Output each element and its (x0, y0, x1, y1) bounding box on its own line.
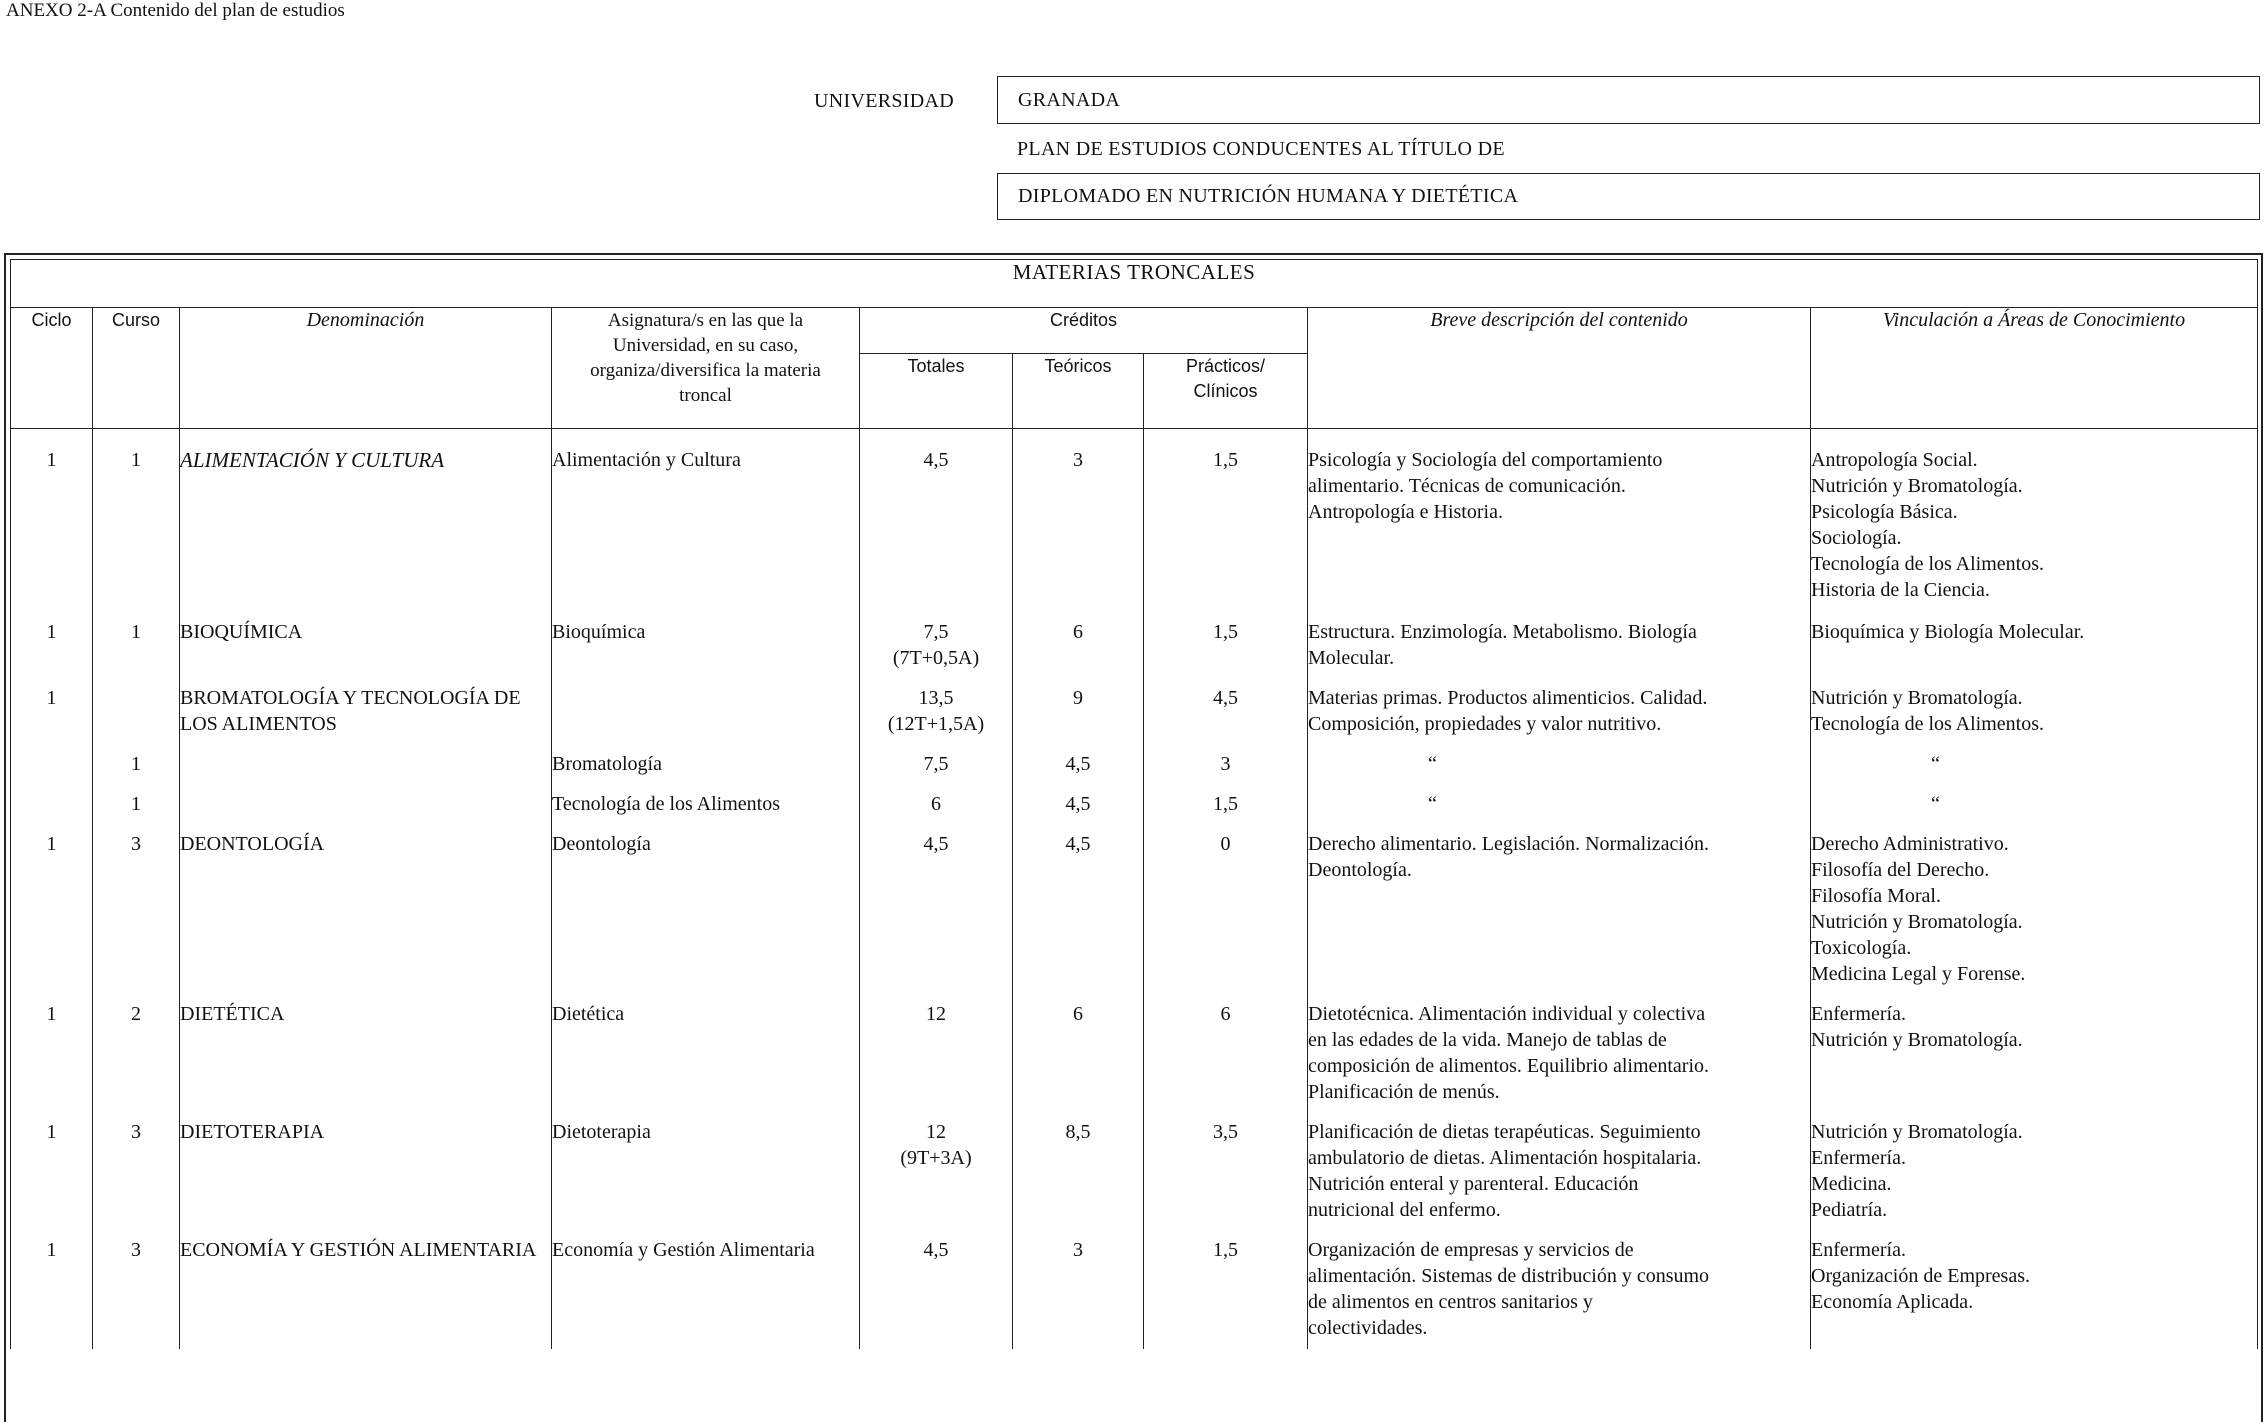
cell-descripcion-line: ambulatorio de dietas. Alimentación hospitalaria. (1308, 1147, 1702, 1169)
cell-teoricos: 9 (1013, 671, 1144, 737)
cell-totales-line: 4,5 (923, 1239, 949, 1261)
col-denominacion: Denominación (180, 308, 552, 429)
cell-descripcion-line: de alimentos en centros sanitarios y (1308, 1291, 1593, 1313)
cell-areas-line: Bioquímica y Biología Molecular. (1811, 621, 2085, 643)
materias-troncales-table (10, 259, 2258, 1349)
cell-areas (1811, 737, 2258, 777)
cell-curso: 1 (93, 777, 180, 817)
cell-descripcion (1308, 817, 1811, 987)
cell-denominacion: BROMATOLOGÍA Y TECNOLOGÍA DE LOS ALIMENTOS (180, 671, 552, 737)
cell-areas-line: Derecho Administrativo. (1811, 833, 2009, 855)
cell-areas (1811, 817, 2258, 987)
degree-field: DIPLOMADO EN NUTRICIÓN HUMANA Y DIETÉTICA (997, 173, 2260, 220)
cell-teoricos: 3 (1013, 429, 1144, 604)
table-row (11, 1105, 2258, 1223)
cell-totales (860, 671, 1013, 737)
cell-asignatura: Bromatología (552, 737, 860, 777)
cell-totales-line: (7T+0,5A) (892, 647, 980, 669)
cell-areas (1811, 1223, 2258, 1349)
cell-areas-line: Economía Aplicada. (1811, 1291, 1974, 1313)
cell-curso: 1 (93, 737, 180, 777)
cell-ciclo: 1 (11, 987, 93, 1105)
col-practicos: Prácticos/ Clínicos (1144, 354, 1308, 429)
plan-label: PLAN DE ESTUDIOS CONDUCENTES AL TÍTULO DE (1017, 138, 1505, 160)
col-descripcion: Breve descripción del contenido (1308, 308, 1811, 429)
cell-areas-line: Nutrición y Bromatología. (1811, 687, 2023, 709)
cell-totales-line: 4,5 (923, 833, 949, 855)
cell-ciclo: 1 (11, 817, 93, 987)
cell-descripcion-line: alimentación. Sistemas de distribución y consumo (1308, 1265, 1710, 1287)
cell-areas-line: Nutrición y Bromatología. (1811, 1121, 2023, 1143)
cell-curso: 1 (93, 429, 180, 604)
cell-areas-line: Enfermería. (1811, 1003, 1906, 1025)
cell-practicos: 3,5 (1144, 1105, 1308, 1223)
cell-areas-line: Enfermería. (1811, 1147, 1906, 1169)
cell-descripcion-line: nutricional del enfermo. (1308, 1199, 1501, 1221)
cell-teoricos: 6 (1013, 987, 1144, 1105)
cell-descripcion-line: en las edades de la vida. Manejo de tablas de (1308, 1029, 1667, 1051)
cell-ciclo (11, 737, 93, 777)
table-row (11, 603, 2258, 671)
cell-practicos: 1,5 (1144, 429, 1308, 604)
cell-totales-line: 7,5 (923, 753, 949, 775)
cell-areas-line: Antropología Social. (1811, 449, 1978, 471)
cell-curso: 3 (93, 1105, 180, 1223)
cell-denominacion: DIETOTERAPIA (180, 1105, 552, 1223)
table-row (11, 777, 2258, 817)
cell-areas-line: Filosofía Moral. (1811, 885, 1941, 907)
cell-descripcion (1308, 603, 1811, 671)
cell-areas-line: Organización de Empresas. (1811, 1265, 2030, 1287)
cell-descripcion-line: Planificación de menús. (1308, 1081, 1500, 1103)
cell-descripcion-line: composición de alimentos. Equilibrio alimentario. (1308, 1055, 1710, 1077)
cell-asignatura: Deontología (552, 817, 860, 987)
cell-areas (1811, 1105, 2258, 1223)
cell-areas-line: Historia de la Ciencia. (1811, 579, 1990, 601)
cell-totales-line: 13,5 (918, 687, 954, 709)
cell-curso: 1 (93, 603, 180, 671)
cell-ciclo: 1 (11, 1223, 93, 1349)
cell-curso (93, 671, 180, 737)
cell-asignatura: Alimentación y Cultura (552, 429, 860, 604)
cell-practicos: 0 (1144, 817, 1308, 987)
cell-areas-line: Filosofía del Derecho. (1811, 859, 1990, 881)
cell-descripcion (1308, 429, 1811, 604)
table-row (11, 671, 2258, 737)
cell-totales (860, 1105, 1013, 1223)
cell-curso: 2 (93, 987, 180, 1105)
cell-totales-line: 4,5 (923, 449, 949, 471)
col-teoricos: Teóricos (1013, 354, 1144, 429)
col-vinculacion: Vinculación a Áreas de Conocimiento (1811, 308, 2258, 429)
cell-asignatura: Bioquímica (552, 603, 860, 671)
cell-descripcion-line: Materias primas. Productos alimenticios. Calidad. (1308, 687, 1708, 709)
cell-areas (1811, 429, 2258, 604)
cell-practicos: 1,5 (1144, 777, 1308, 817)
cell-descripcion-line: Planificación de dietas terapéuticas. Seguimiento (1308, 1121, 1701, 1143)
cell-teoricos: 4,5 (1013, 737, 1144, 777)
cell-totales-line: 6 (931, 793, 941, 815)
cell-totales (860, 777, 1013, 817)
cell-totales (860, 603, 1013, 671)
col-totales: Totales (860, 354, 1013, 429)
cell-denominacion: DIETÉTICA (180, 987, 552, 1105)
cell-totales (860, 737, 1013, 777)
cell-teoricos: 6 (1013, 603, 1144, 671)
cell-teoricos: 4,5 (1013, 817, 1144, 987)
table-row (11, 987, 2258, 1105)
table-row (11, 817, 2258, 987)
cell-totales-line: 12 (926, 1003, 946, 1025)
cell-practicos: 3 (1144, 737, 1308, 777)
cell-asignatura: Tecnología de los Alimentos (552, 777, 860, 817)
cell-descripcion (1308, 671, 1811, 737)
cell-descripcion (1308, 737, 1811, 777)
cell-areas-line: “ (1931, 793, 1940, 815)
table-row (11, 1223, 2258, 1349)
cell-totales-line: (12T+1,5A) (887, 713, 985, 735)
cell-totales (860, 429, 1013, 604)
cell-areas-line: Tecnología de los Alimentos. (1811, 713, 2045, 735)
cell-descripcion-line: Composición, propiedades y valor nutritivo. (1308, 713, 1662, 735)
cell-curso: 3 (93, 1223, 180, 1349)
cell-descripcion (1308, 1105, 1811, 1223)
cell-totales (860, 1223, 1013, 1349)
cell-practicos: 6 (1144, 987, 1308, 1105)
table-row (11, 737, 2258, 777)
cell-areas-line: Sociología. (1811, 527, 1902, 549)
cell-totales-line: 7,5 (923, 621, 949, 643)
cell-areas-line: Medicina. (1811, 1173, 1892, 1195)
cell-areas-line: Nutrición y Bromatología. (1811, 911, 2023, 933)
cell-descripcion (1308, 777, 1811, 817)
cell-denominacion: BIOQUÍMICA (180, 603, 552, 671)
col-asignatura: Asignatura/s en las que la Universidad, en su caso, organiza/diversifica la materia troncal (552, 308, 860, 429)
cell-ciclo: 1 (11, 603, 93, 671)
cell-asignatura: Dietética (552, 987, 860, 1105)
cell-areas (1811, 603, 2258, 671)
cell-descripcion-line: Dietotécnica. Alimentación individual y colectiva (1308, 1003, 1706, 1025)
col-creditos: Créditos (860, 308, 1308, 354)
cell-areas-line: Tecnología de los Alimentos. (1811, 553, 2045, 575)
cell-descripcion-line: Estructura. Enzimología. Metabolismo. Biología (1308, 621, 1697, 643)
cell-curso: 3 (93, 817, 180, 987)
cell-ciclo: 1 (11, 429, 93, 604)
cell-areas-line: Nutrición y Bromatología. (1811, 475, 2023, 497)
table-body (11, 429, 2258, 1350)
cell-totales (860, 817, 1013, 987)
cell-totales (860, 987, 1013, 1105)
cell-areas-line: “ (1931, 753, 1940, 775)
cell-descripcion-line: colectividades. (1308, 1317, 1428, 1339)
cell-descripcion-line: Deontología. (1308, 859, 1412, 881)
cell-teoricos: 8,5 (1013, 1105, 1144, 1223)
cell-areas (1811, 777, 2258, 817)
cell-teoricos: 3 (1013, 1223, 1144, 1349)
cell-areas-line: Psicología Básica. (1811, 501, 1958, 523)
table-row (11, 429, 2258, 604)
cell-descripcion-line: Psicología y Sociología del comportamiento (1308, 449, 1663, 471)
cell-areas-line: Pediatría. (1811, 1199, 1888, 1221)
cell-ciclo (11, 777, 93, 817)
cell-totales-line: 12 (926, 1121, 946, 1143)
cell-practicos: 1,5 (1144, 603, 1308, 671)
cell-descripcion-line: Molecular. (1308, 647, 1395, 669)
cell-descripcion-line: “ (1428, 793, 1437, 815)
cell-teoricos: 4,5 (1013, 777, 1144, 817)
cell-denominacion (180, 777, 552, 817)
cell-descripcion (1308, 987, 1811, 1105)
cell-practicos: 1,5 (1144, 1223, 1308, 1349)
cell-descripcion (1308, 1223, 1811, 1349)
col-ciclo: Ciclo (11, 308, 93, 429)
cell-asignatura: Dietoterapia (552, 1105, 860, 1223)
cell-denominacion (180, 737, 552, 777)
cell-ciclo: 1 (11, 671, 93, 737)
cell-areas-line: Enfermería. (1811, 1239, 1906, 1261)
col-curso: Curso (93, 308, 180, 429)
cell-areas (1811, 671, 2258, 737)
annex-title: ANEXO 2-A Contenido del plan de estudios (6, 0, 345, 21)
cell-descripcion-line: Nutrición enteral y parenteral. Educación (1308, 1173, 1639, 1195)
cell-asignatura (552, 671, 860, 737)
cell-ciclo: 1 (11, 1105, 93, 1223)
cell-descripcion-line: Derecho alimentario. Legislación. Normalización. (1308, 833, 1709, 855)
university-label: UNIVERSIDAD (814, 90, 954, 112)
cell-areas-line: Toxicología. (1811, 937, 1912, 959)
cell-areas (1811, 987, 2258, 1105)
cell-asignatura: Economía y Gestión Alimentaria (552, 1223, 860, 1349)
cell-denominacion: ALIMENTACIÓN Y CULTURA (180, 429, 552, 604)
cell-denominacion: DEONTOLOGÍA (180, 817, 552, 987)
cell-practicos: 4,5 (1144, 671, 1308, 737)
cell-denominacion: ECONOMÍA Y GESTIÓN ALIMENTARIA (180, 1223, 552, 1349)
cell-descripcion-line: Antropología e Historia. (1308, 501, 1503, 523)
cell-descripcion-line: “ (1428, 753, 1437, 775)
cell-areas-line: Nutrición y Bromatología. (1811, 1029, 2023, 1051)
cell-descripcion-line: Organización de empresas y servicios de (1308, 1239, 1634, 1261)
cell-totales-line: (9T+3A) (900, 1147, 972, 1169)
cell-descripcion-line: alimentario. Técnicas de comunicación. (1308, 475, 1626, 497)
university-field: GRANADA (997, 76, 2260, 124)
cell-areas-line: Medicina Legal y Forense. (1811, 963, 2026, 985)
table-title: MATERIAS TRONCALES (11, 260, 2258, 308)
